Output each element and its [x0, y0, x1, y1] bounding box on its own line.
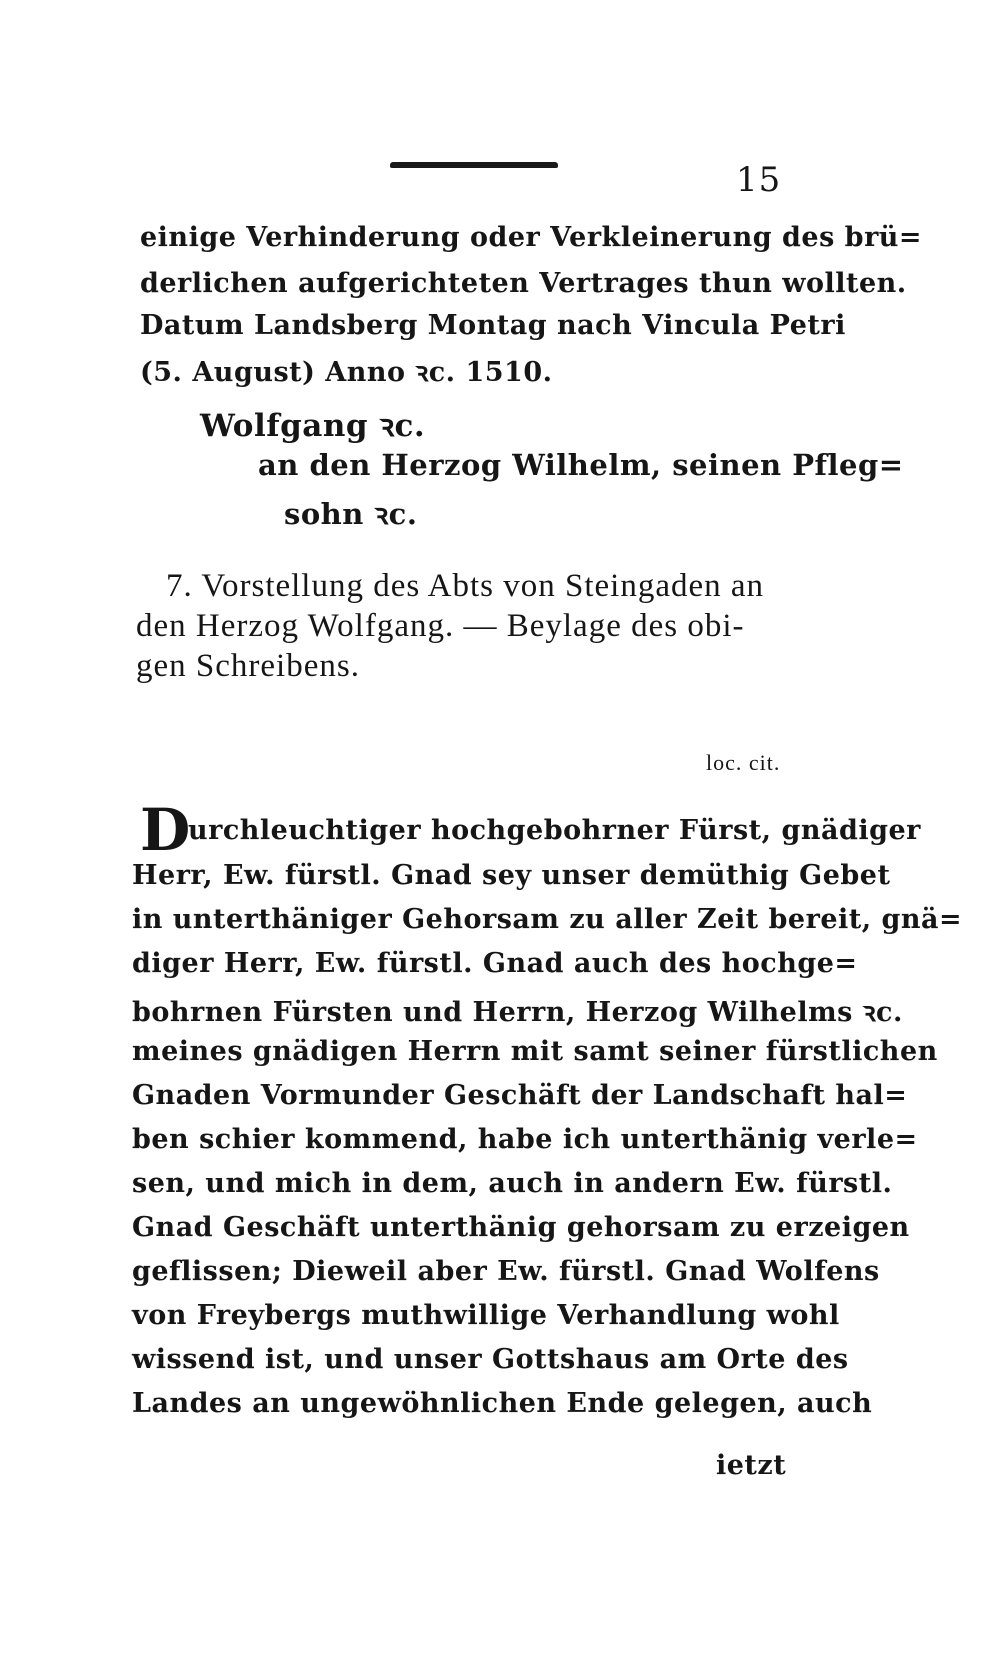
section-heading-line: gen Schreibens. [136, 648, 360, 684]
text-line: meines gnädigen Herrn mit samt seiner fürstlichen [132, 1036, 938, 1067]
address-line: an den Herzog Wilhelm, seinen Pfleg= [258, 448, 904, 482]
signature: Wolfgang ꝛc. [200, 408, 426, 444]
section-heading-line: den Herzog Wolfgang. — Beylage des obi- [136, 608, 745, 644]
text-line: Herr, Ew. fürstl. Gnad sey unser demüthig Gebet [132, 860, 891, 891]
text-line: bohrnen Fürsten und Herrn, Herzog Wilhelms ꝛc. [132, 997, 903, 1028]
text-line: ben schier kommend, habe ich unterthänig verle= [132, 1124, 918, 1155]
text-line: diger Herr, Ew. fürstl. Gnad auch des hochge= [132, 948, 858, 979]
drop-cap: D [140, 796, 191, 864]
text-line: wissend ist, und unser Gottshaus am Orte des [132, 1344, 849, 1375]
address-line: sohn ꝛc. [284, 497, 418, 531]
text-line: Gnaden Vormunder Geschäft der Landschaft hal= [132, 1080, 908, 1111]
text-line: von Freybergs muthwillige Verhandlung wohl [132, 1300, 840, 1331]
text-line: urchleuchtiger hochgebohrner Fürst, gnädiger [188, 815, 921, 846]
catchword: ietzt [716, 1450, 787, 1481]
text-line: in unterthäniger Gehorsam zu aller Zeit bereit, gnä= [132, 904, 963, 935]
page-number: 15 [736, 160, 782, 200]
text-line: Landes an ungewöhnlichen Ende gelegen, auch [132, 1388, 873, 1419]
text-line: derlichen aufgerichteten Vertrages thun wollten. [140, 268, 907, 299]
source-reference: loc. cit. [706, 750, 781, 775]
text-line: Datum Landsberg Montag nach Vincula Petri [140, 310, 846, 341]
text-line: sen, und mich in dem, auch in andern Ew. fürstl. [132, 1168, 893, 1199]
text-line: Gnad Geschäft unterthänig gehorsam zu erzeigen [132, 1212, 910, 1243]
text-line: einige Verhinderung oder Verkleinerung des brü= [140, 222, 923, 253]
text-line: geflissen; Dieweil aber Ew. fürstl. Gnad Wolfens [132, 1256, 880, 1287]
text-line: (5. August) Anno ꝛc. 1510. [140, 357, 553, 388]
header-rule [390, 162, 558, 168]
section-heading-line: 7. Vorstellung des Abts von Steingaden an [166, 568, 765, 604]
